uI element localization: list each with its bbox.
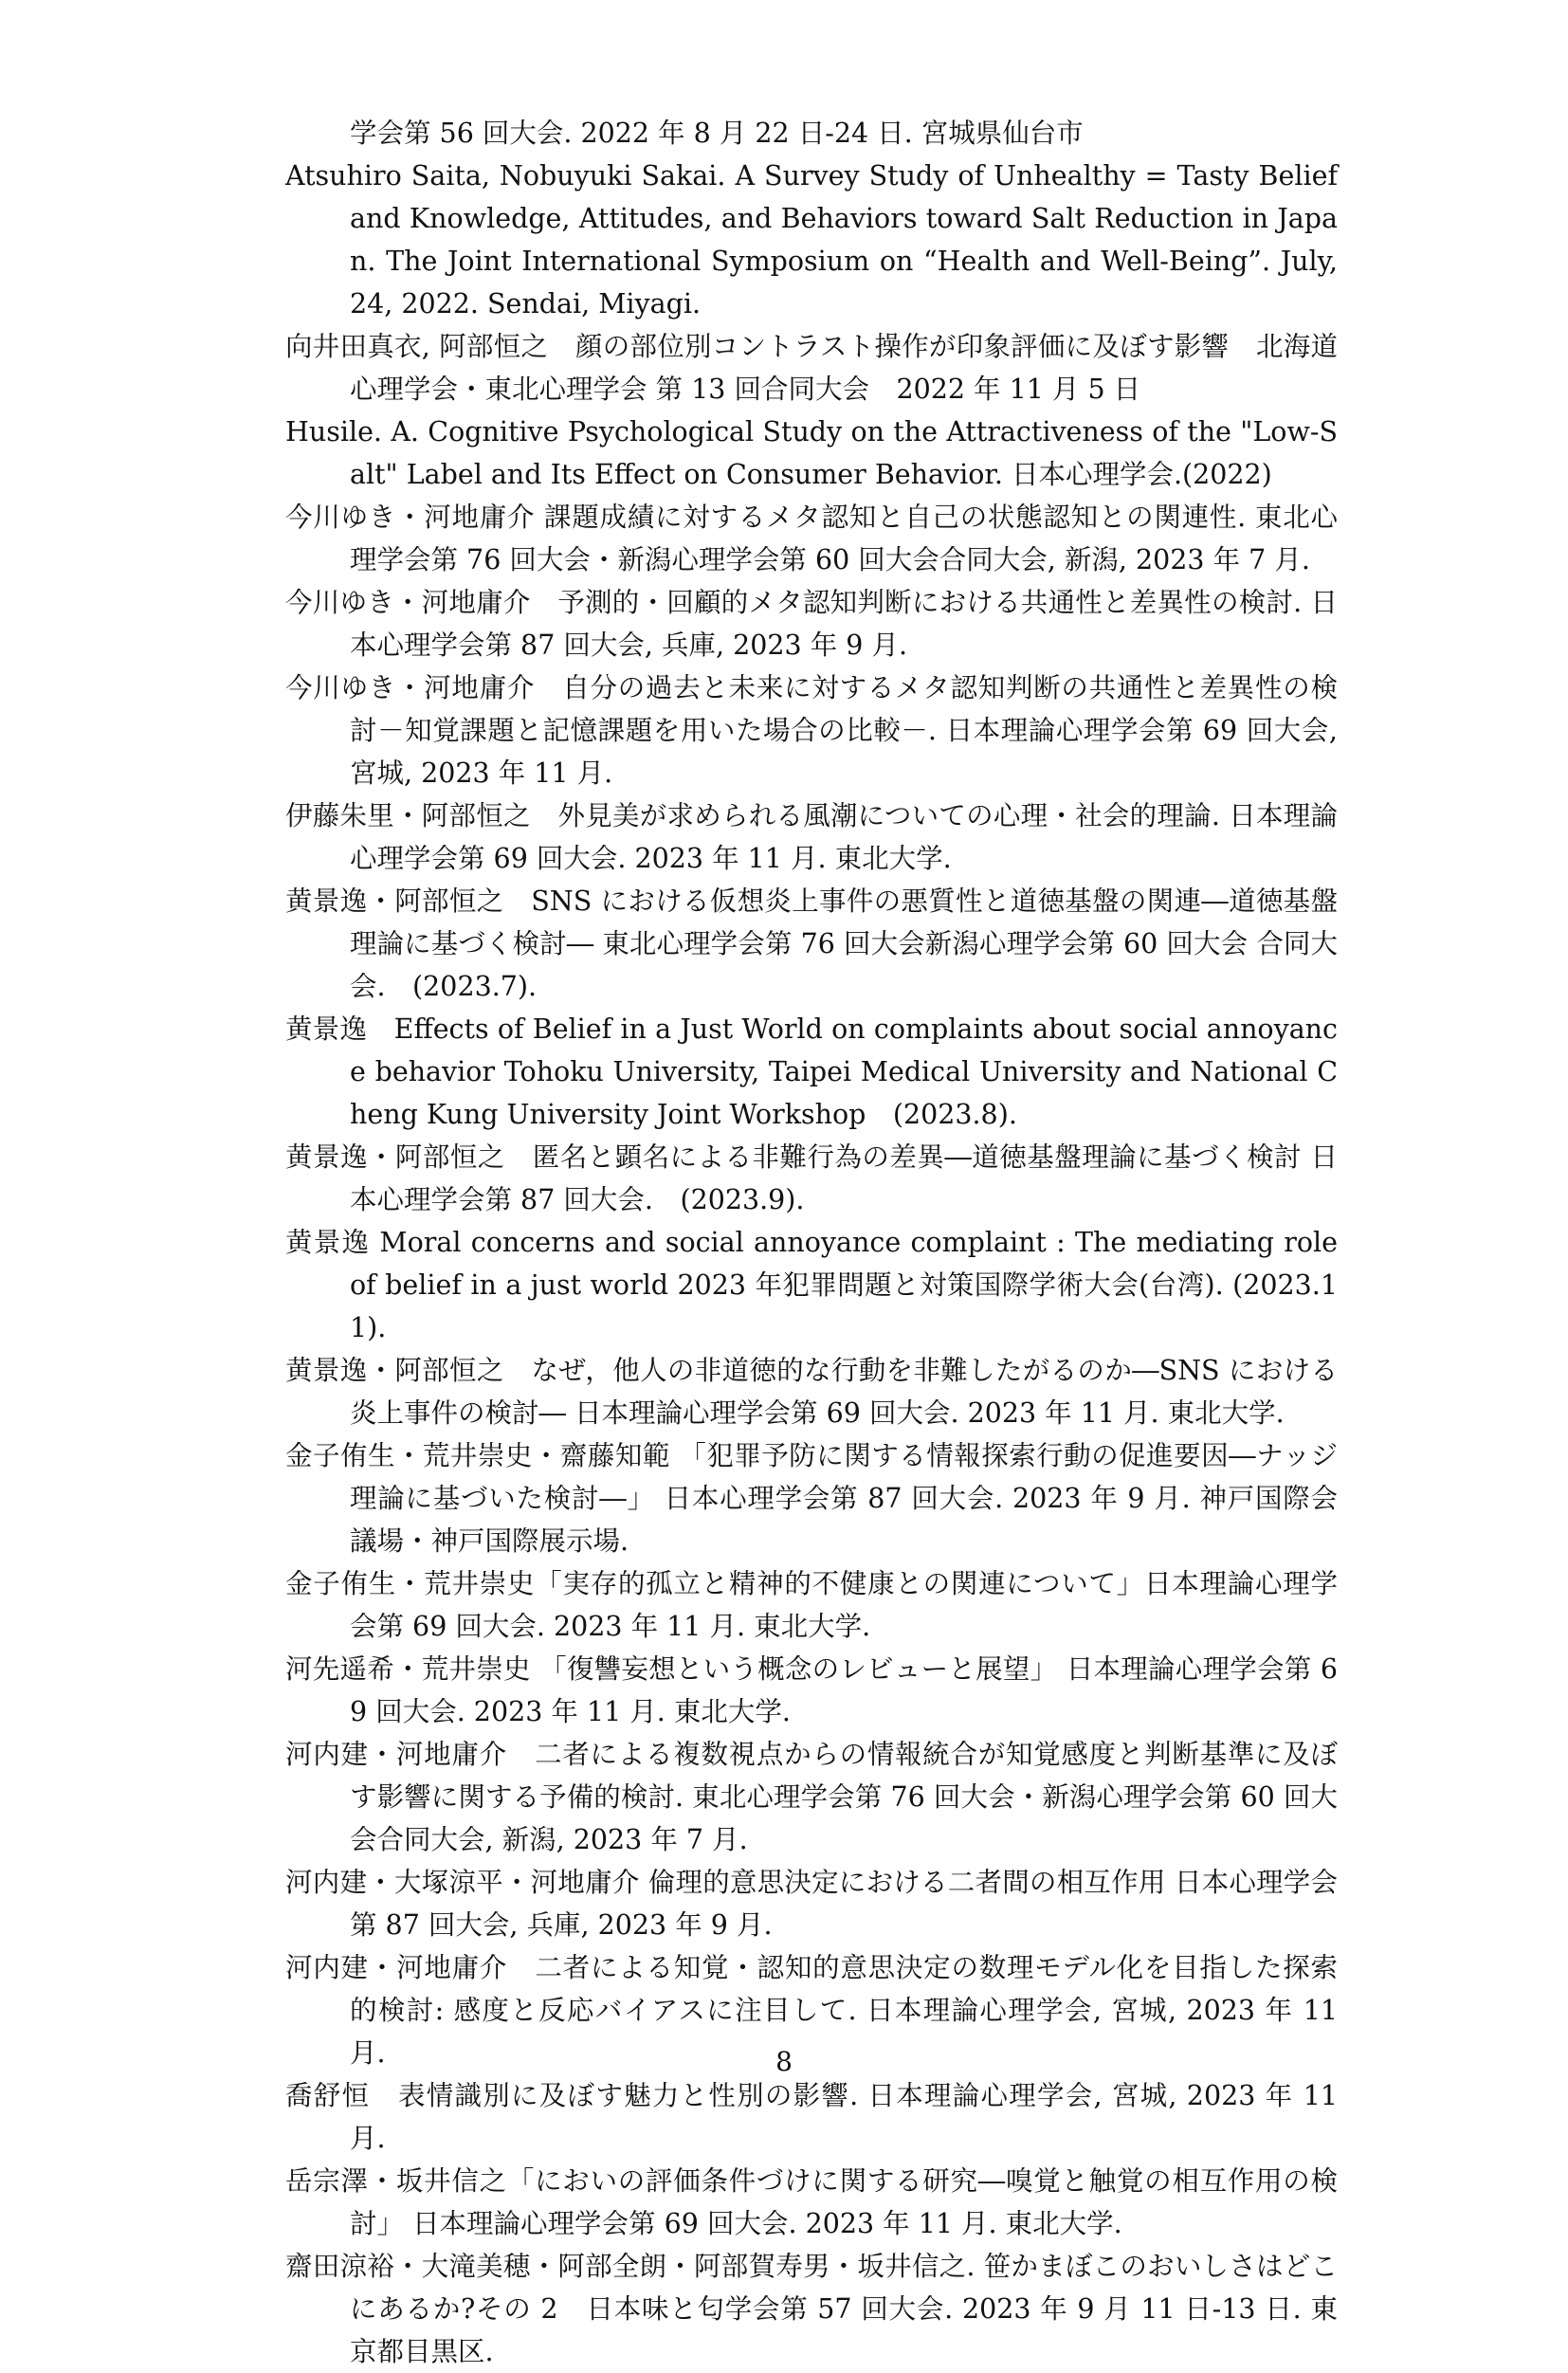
reference-entry-continuation: 学会第 56 回大会. 2022 年 8 月 22 日-24 日. 宮城県仙台市	[350, 118, 1084, 149]
reference-list	[285, 112, 1338, 2373]
reference-entry: Atsuhiro Saita, Nobuyuki Sakai. A Survey Study of Unhealthy = Tasty Belief and Knowledge, Attitudes, and Behaviors toward Salt Reduction in Japan. The Joint International Symposium on “Health and Well-Being”. July, 24, 2022. Sendai, Miyagi.	[285, 160, 1338, 319]
reference-entry: 今川ゆき・河地庸介 課題成績に対するメタ認知と自己の状態認知との関連性. 東北心理学会第 76 回大会・新潟心理学会第 60 回大会合同大会, 新潟, 2023 年 7 月.	[285, 502, 1338, 575]
reference-entry: 齋田涼裕・大滝美穂・阿部全朗・阿部賀寿男・坂井信之. 笹かまぼこのおいしさはどこにあるか?その 2 日本味と匂学会第 57 回大会. 2023 年 9 月 11 日-13 日. 東京都目黒区.	[285, 2251, 1338, 2367]
reference-entry: Husile. A. Cognitive Psychological Study on the Attractiveness of the "Low-Salt" Label and Its Effect on Consumer Behavior. 日本心理学会.(2022)	[285, 416, 1338, 490]
reference-entry: 河内建・河地庸介 二者による複数視点からの情報統合が知覚感度と判断基準に及ぼす影響に関する予備的検討. 東北心理学会第 76 回大会・新潟心理学会第 60 回大会合同大会, 新潟, 2023 年 7 月.	[285, 1739, 1338, 1855]
reference-entry: 今川ゆき・河地庸介 自分の過去と未来に対するメタ認知判断の共通性と差異性の検討－知覚課題と記憶課題を用いた場合の比較－. 日本理論心理学会第 69 回大会, 宮城, 2023 年 11 月.	[285, 672, 1338, 789]
reference-entry: 喬舒恒 表情識別に及ぼす魅力と性別の影響. 日本理論心理学会, 宮城, 2023 年 11 月.	[285, 2080, 1338, 2154]
reference-entry: 金子侑生・荒井崇史・齋藤知範 「犯罪予防に関する情報探索行動の促進要因―ナッジ理論に基づいた検討―」 日本心理学会第 87 回大会. 2023 年 9 月. 神戸国際会議場・神戸国際展示場.	[285, 1440, 1338, 1557]
reference-entry: 向井田真衣, 阿部恒之 顔の部位別コントラスト操作が印象評価に及ぼす影響 北海道心理学会・東北心理学会 第 13 回合同大会 2022 年 11 月 5 日	[285, 331, 1338, 405]
reference-entry: 河内建・河地庸介 二者による知覚・認知的意思決定の数理モデル化を目指した探索的検討: 感度と反応バイアスに注目して. 日本理論心理学会, 宮城, 2023 年 11 月.	[285, 1952, 1338, 2069]
reference-entry: 河先遥希・荒井崇史 「復讐妄想という概念のレビューと展望」 日本理論心理学会第 69 回大会. 2023 年 11 月. 東北大学.	[285, 1653, 1338, 1727]
reference-entry: 岳宗澤・坂井信之「においの評価条件づけに関する研究―嗅覚と触覚の相互作用の検討」 日本理論心理学会第 69 回大会. 2023 年 11 月. 東北大学.	[285, 2165, 1338, 2239]
reference-entry: 黄景逸・阿部恒之 匿名と顕名による非難行為の差異―道徳基盤理論に基づく検討 日本心理学会第 87 回大会. (2023.9).	[285, 1141, 1338, 1215]
reference-entry: 黄景逸 Effects of Belief in a Just World on complaints about social annoyance behavior Tohoku University, Taipei Medical University and National Cheng Kung University Joint Workshop (2023.8).	[285, 1013, 1338, 1130]
reference-entry: 河内建・大塚涼平・河地庸介 倫理的意思決定における二者間の相互作用 日本心理学会第 87 回大会, 兵庫, 2023 年 9 月.	[285, 1867, 1338, 1941]
reference-entry: 金子侑生・荒井崇史「実存的孤立と精神的不健康との関連について」日本理論心理学会第 69 回大会. 2023 年 11 月. 東北大学.	[285, 1568, 1338, 1642]
reference-entry: 黄景逸・阿部恒之 SNS における仮想炎上事件の悪質性と道徳基盤の関連―道徳基盤理論に基づく検討― 東北心理学会第 76 回大会新潟心理学会第 60 回大会 合同大会. (2023.7).	[285, 885, 1338, 1002]
reference-entry: 黄景逸・阿部恒之 なぜ，他人の非道徳的な行動を非難したがるのか―SNS における炎上事件の検討― 日本理論心理学会第 69 回大会. 2023 年 11 月. 東北大学.	[285, 1355, 1338, 1429]
reference-entry: 黄景逸 Moral concerns and social annoyance complaint : The mediating role of belief in a just world 2023 年犯罪問題と対策国際学術大会(台湾). (2023.11).	[285, 1227, 1338, 1343]
reference-entry: 伊藤朱里・阿部恒之 外見美が求められる風潮についての心理・社会的理論. 日本理論心理学会第 69 回大会. 2023 年 11 月. 東北大学.	[285, 800, 1338, 874]
reference-entry: 今川ゆき・河地庸介 予測的・回顧的メタ認知判断における共通性と差異性の検討. 日本心理学会第 87 回大会, 兵庫, 2023 年 9 月.	[285, 587, 1338, 661]
page-number: 8	[775, 2046, 793, 2077]
